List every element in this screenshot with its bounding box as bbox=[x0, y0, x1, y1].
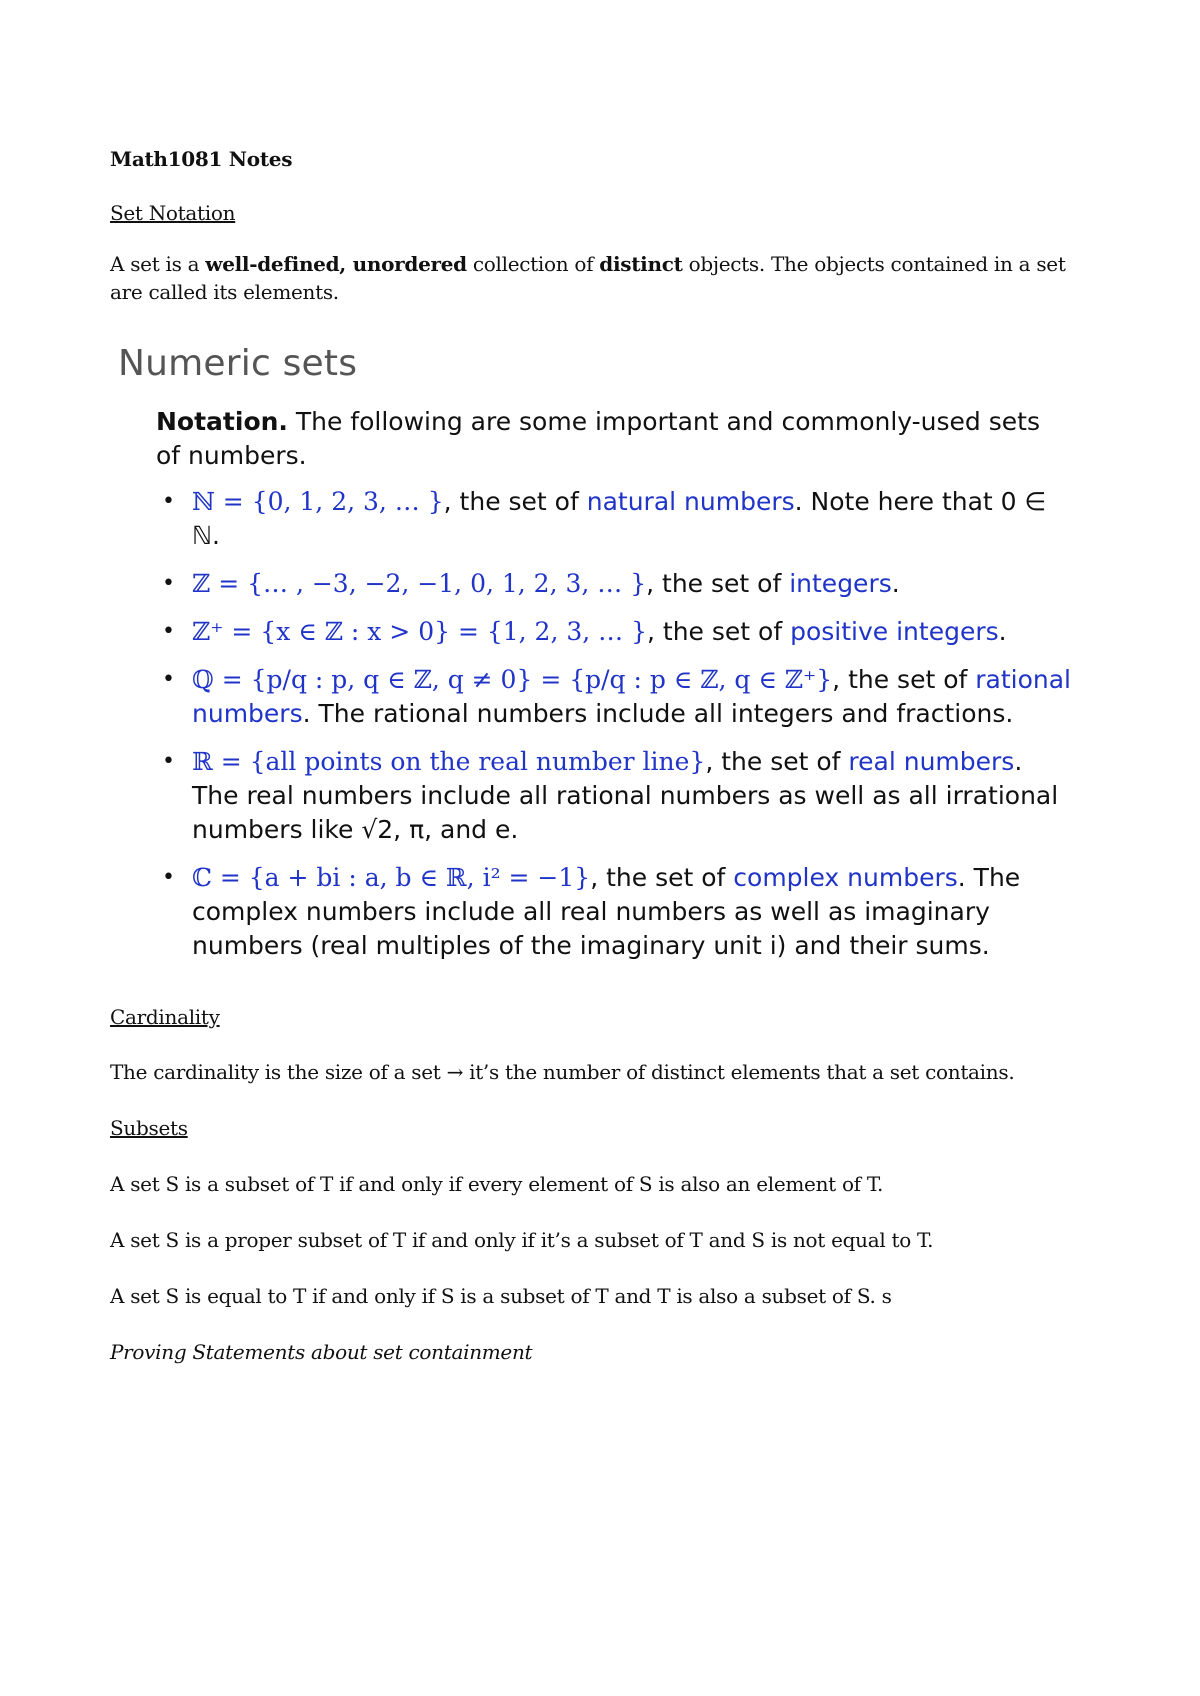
set-definition-math: ℂ = {a + bi : a, b ∈ ℝ, i² = −1} bbox=[192, 863, 591, 892]
proper-subset-definition: A set S is a proper subset of T if and only if it’s a subset of T and S is not equal to T. bbox=[110, 1228, 934, 1252]
section-heading-cardinality: Cardinality bbox=[110, 1005, 220, 1029]
text-run: , the set of bbox=[705, 747, 849, 776]
text-run: , the set of bbox=[646, 569, 790, 598]
set-definition-paragraph bbox=[110, 250, 1100, 306]
notation-paragraph bbox=[156, 405, 1056, 473]
list-item-complex bbox=[156, 861, 1076, 963]
list-item-rationals bbox=[156, 663, 1076, 731]
set-name-term: natural numbers bbox=[586, 487, 795, 516]
set-definition-math: ℚ = {p/q : p, q ∈ ℤ, q ≠ 0} = {p/q : p ∈ ℤ, q ∈ ℤ⁺} bbox=[192, 665, 833, 694]
numeric-sets-list bbox=[156, 485, 1076, 977]
section-heading-proving: Proving Statements about set containment bbox=[110, 1340, 533, 1364]
text-run: . The complex numbers include all real numbers as well as imaginary numbers (real multiples of the imaginary unit i) and their sums. bbox=[192, 863, 1021, 960]
list-item-integers bbox=[156, 567, 1076, 601]
text-run: objects. The objects contained in a set are called its elements. bbox=[110, 252, 1066, 304]
notation-text: The following are some important and commonly-used sets of numbers. bbox=[156, 407, 1040, 470]
set-definition-math: ℕ = {0, 1, 2, 3, … } bbox=[192, 487, 444, 516]
set-name-term: real numbers bbox=[848, 747, 1015, 776]
text-run: , the set of bbox=[832, 665, 976, 694]
set-name-term: positive integers bbox=[790, 617, 999, 646]
set-name-term: rational numbers bbox=[192, 665, 1072, 728]
numeric-sets-slide-image bbox=[112, 335, 1082, 960]
text-run: . Note here that 0 ∈ ℕ. bbox=[192, 487, 1047, 550]
set-definition-math: ℤ = {… , −3, −2, −1, 0, 1, 2, 3, … } bbox=[192, 569, 647, 598]
list-item-reals bbox=[156, 745, 1076, 847]
cardinality-paragraph: The cardinality is the size of a set → it’s the number of distinct elements that a set contains. bbox=[110, 1060, 1015, 1084]
subset-definition: A set S is a subset of T if and only if every element of S is also an element of T. bbox=[110, 1172, 884, 1196]
set-name-term: integers bbox=[789, 569, 892, 598]
text-run: A set is a bbox=[110, 252, 206, 276]
set-definition-math: ℤ⁺ = {x ∈ ℤ : x > 0} = {1, 2, 3, … } bbox=[192, 617, 648, 646]
text-run: collection of bbox=[466, 252, 600, 276]
text-run: , the set of bbox=[443, 487, 587, 516]
text-run: . bbox=[998, 617, 1007, 646]
set-name-term: complex numbers bbox=[733, 863, 958, 892]
list-item-positive-integers bbox=[156, 615, 1076, 649]
set-equality-definition: A set S is equal to T if and only if S is a subset of T and T is also a subset of S. s bbox=[110, 1284, 892, 1308]
text-run: , the set of bbox=[647, 617, 791, 646]
bold-run: well-defined, unordered bbox=[205, 252, 467, 276]
section-heading-set-notation: Set Notation bbox=[110, 201, 236, 225]
set-definition-math: ℝ = {all points on the real number line} bbox=[192, 747, 706, 776]
text-run: . The rational numbers include all integers and fractions. bbox=[302, 699, 1014, 728]
text-run: . The real numbers include all rational numbers as well as all irrational numbers like √2, π, and e. bbox=[192, 747, 1059, 844]
section-heading-subsets: Subsets bbox=[110, 1116, 188, 1140]
list-item-naturals bbox=[156, 485, 1076, 553]
bold-run: distinct bbox=[599, 252, 683, 276]
slide-title: Numeric sets bbox=[118, 343, 358, 384]
document-title: Math1081 Notes bbox=[110, 147, 293, 171]
notation-label: Notation. bbox=[156, 407, 288, 436]
text-run: , the set of bbox=[590, 863, 734, 892]
text-run: . bbox=[891, 569, 900, 598]
